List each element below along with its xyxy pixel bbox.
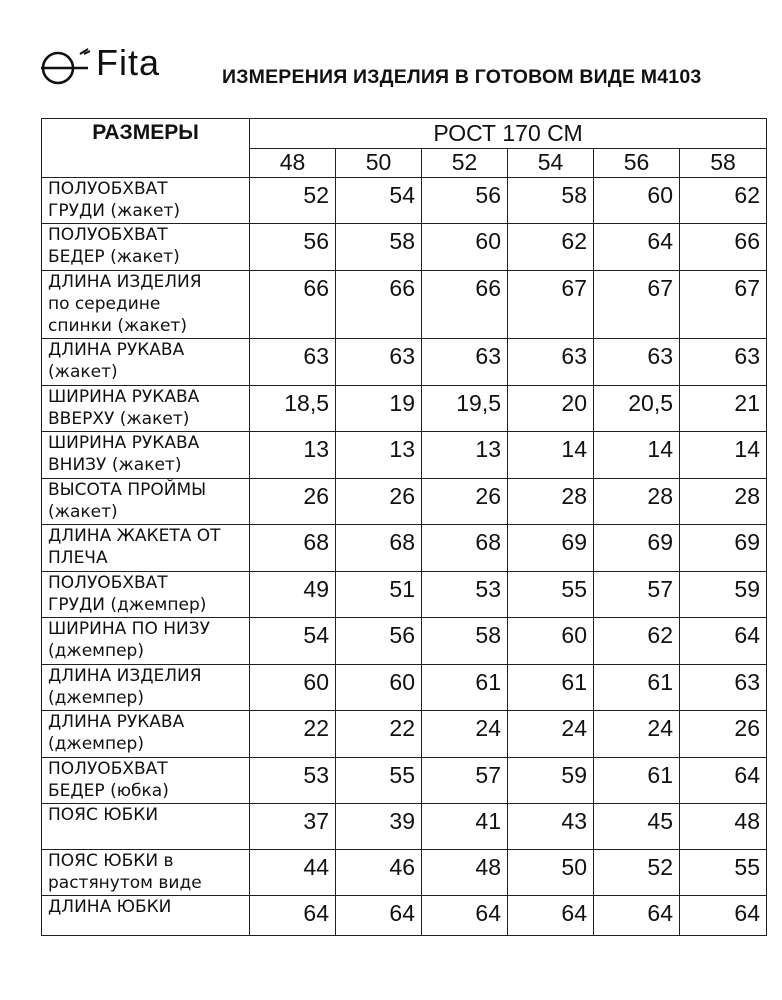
height-label: РОСТ 170 СМ: [250, 119, 767, 149]
measurement-value: 52: [594, 849, 680, 896]
measurement-value: 67: [680, 270, 767, 339]
table-row: [42, 432, 767, 479]
table-row: [42, 270, 767, 339]
measurement-value: 63: [594, 339, 680, 386]
measurement-value: 64: [422, 896, 508, 936]
measurement-value: 64: [250, 896, 336, 936]
measurement-value: 56: [250, 224, 336, 271]
measurement-name: ВЫСОТА ПРОЙМЫ (жакет): [42, 478, 250, 525]
measurement-value: 68: [422, 525, 508, 572]
measurement-value: 26: [422, 478, 508, 525]
measurement-value: 66: [680, 224, 767, 271]
measurement-value: 46: [336, 849, 422, 896]
measurement-value: 69: [508, 525, 594, 572]
measurement-name: ШИРИНА РУКАВА ВВЕРХУ (жакет): [42, 385, 250, 432]
measurement-value: 52: [250, 177, 336, 224]
measurement-value: 58: [422, 618, 508, 665]
size-header-58: 58: [680, 149, 767, 177]
measurement-value: 24: [508, 711, 594, 758]
measurement-name: ПОЛУОБХВАТ ГРУДИ (джемпер): [42, 571, 250, 618]
measurement-value: 22: [250, 711, 336, 758]
measurement-value: 14: [508, 432, 594, 479]
measurement-value: 48: [422, 849, 508, 896]
measurement-value: 64: [680, 618, 767, 665]
measurement-value: 64: [594, 896, 680, 936]
measurement-value: 14: [680, 432, 767, 479]
size-header-52: 52: [422, 149, 508, 177]
document-title: ИЗМЕРЕНИЯ ИЗДЕЛИЯ В ГОТОВОМ ВИДЕ М4103: [222, 66, 702, 88]
sizes-label: РАЗМЕРЫ: [42, 119, 250, 178]
measurement-value: 54: [250, 618, 336, 665]
table-row: [42, 339, 767, 386]
measurement-value: 41: [422, 804, 508, 850]
measurement-value: 55: [508, 571, 594, 618]
measurement-value: 60: [594, 177, 680, 224]
table-row: [42, 896, 767, 936]
measurement-value: 14: [594, 432, 680, 479]
table-row: [42, 385, 767, 432]
size-header-56: 56: [594, 149, 680, 177]
measurement-value: 63: [680, 664, 767, 711]
measurement-name: ДЛИНА ЮБКИ: [42, 896, 250, 936]
measurement-name: ДЛИНА РУКАВА (джемпер): [42, 711, 250, 758]
measurement-value: 61: [422, 664, 508, 711]
measurement-value: 56: [422, 177, 508, 224]
table-row: [42, 525, 767, 572]
table-row: [42, 849, 767, 896]
measurement-value: 63: [680, 339, 767, 386]
measurement-value: 63: [508, 339, 594, 386]
measurement-name: ДЛИНА ИЗДЕЛИЯ по середине спинки (жакет): [42, 270, 250, 339]
size-header-50: 50: [336, 149, 422, 177]
measurement-value: 43: [508, 804, 594, 850]
measurement-value: 69: [680, 525, 767, 572]
measurement-value: 67: [508, 270, 594, 339]
measurement-value: 64: [680, 757, 767, 804]
measurement-value: 66: [336, 270, 422, 339]
measurement-value: 55: [680, 849, 767, 896]
measurement-value: 37: [250, 804, 336, 850]
table-row: [42, 478, 767, 525]
fita-logo-icon: [40, 44, 92, 88]
table-row: [42, 571, 767, 618]
measurement-value: 21: [680, 385, 767, 432]
measurement-name: ДЛИНА ИЗДЕЛИЯ (джемпер): [42, 664, 250, 711]
measurement-value: 20: [508, 385, 594, 432]
measurement-name: ПОЛУОБХВАТ ГРУДИ (жакет): [42, 177, 250, 224]
measurement-value: 13: [422, 432, 508, 479]
table-row: [42, 757, 767, 804]
measurement-value: 63: [336, 339, 422, 386]
table-row: [42, 804, 767, 850]
measurement-name: ПОЯС ЮБКИ в растянутом виде: [42, 849, 250, 896]
table-row: [42, 224, 767, 271]
measurement-value: 53: [250, 757, 336, 804]
measurement-value: 58: [336, 224, 422, 271]
measurement-value: 57: [422, 757, 508, 804]
measurement-value: 22: [336, 711, 422, 758]
measurement-value: 44: [250, 849, 336, 896]
measurement-value: 60: [508, 618, 594, 665]
measurement-value: 24: [422, 711, 508, 758]
measurement-value: 64: [336, 896, 422, 936]
measurement-value: 19: [336, 385, 422, 432]
measurement-name: ДЛИНА ЖАКЕТА ОТ ПЛЕЧА: [42, 525, 250, 572]
measurement-value: 60: [422, 224, 508, 271]
measurement-value: 61: [594, 757, 680, 804]
measurement-value: 63: [250, 339, 336, 386]
measurement-value: 13: [336, 432, 422, 479]
measurement-value: 24: [594, 711, 680, 758]
measurement-value: 58: [508, 177, 594, 224]
measurement-value: 54: [336, 177, 422, 224]
measurement-value: 64: [594, 224, 680, 271]
measurement-value: 68: [250, 525, 336, 572]
measurement-value: 63: [422, 339, 508, 386]
measurement-value: 49: [250, 571, 336, 618]
measurement-value: 20,5: [594, 385, 680, 432]
measurement-value: 26: [680, 711, 767, 758]
size-header-48: 48: [250, 149, 336, 177]
measurement-name: ШИРИНА ПО НИЗУ (джемпер): [42, 618, 250, 665]
measurement-name: ПОЛУОБХВАТ БЕДЕР (юбка): [42, 757, 250, 804]
table-row: [42, 711, 767, 758]
measurement-value: 62: [508, 224, 594, 271]
size-header-54: 54: [508, 149, 594, 177]
measurement-value: 48: [680, 804, 767, 850]
measurement-value: 66: [250, 270, 336, 339]
measurement-value: 61: [508, 664, 594, 711]
measurement-value: 60: [336, 664, 422, 711]
measurement-value: 64: [508, 896, 594, 936]
table-row: [42, 177, 767, 224]
measurement-name: ШИРИНА РУКАВА ВНИЗУ (жакет): [42, 432, 250, 479]
measurement-value: 26: [250, 478, 336, 525]
measurement-name: ДЛИНА РУКАВА (жакет): [42, 339, 250, 386]
measurement-value: 59: [680, 571, 767, 618]
measurements-table: [41, 118, 767, 936]
measurement-value: 13: [250, 432, 336, 479]
measurement-value: 67: [594, 270, 680, 339]
measurement-value: 68: [336, 525, 422, 572]
measurement-value: 60: [250, 664, 336, 711]
measurement-value: 53: [422, 571, 508, 618]
table-row: [42, 618, 767, 665]
measurement-value: 61: [594, 664, 680, 711]
measurement-value: 62: [594, 618, 680, 665]
measurement-value: 66: [422, 270, 508, 339]
measurement-value: 28: [680, 478, 767, 525]
measurement-value: 19,5: [422, 385, 508, 432]
measurement-name: ПОЛУОБХВАТ БЕДЕР (жакет): [42, 224, 250, 271]
measurement-value: 26: [336, 478, 422, 525]
measurement-value: 45: [594, 804, 680, 850]
measurement-value: 50: [508, 849, 594, 896]
header-row: [42, 119, 767, 149]
measurement-value: 18,5: [250, 385, 336, 432]
measurement-value: 28: [508, 478, 594, 525]
measurement-value: 69: [594, 525, 680, 572]
measurement-value: 51: [336, 571, 422, 618]
measurement-value: 62: [680, 177, 767, 224]
brand-name: Fita: [96, 42, 161, 83]
measurement-value: 64: [680, 896, 767, 936]
measurement-value: 56: [336, 618, 422, 665]
measurement-value: 28: [594, 478, 680, 525]
table-row: [42, 664, 767, 711]
measurement-value: 59: [508, 757, 594, 804]
measurement-value: 57: [594, 571, 680, 618]
measurement-value: 39: [336, 804, 422, 850]
measurement-name: ПОЯС ЮБКИ: [42, 804, 250, 850]
measurement-value: 55: [336, 757, 422, 804]
